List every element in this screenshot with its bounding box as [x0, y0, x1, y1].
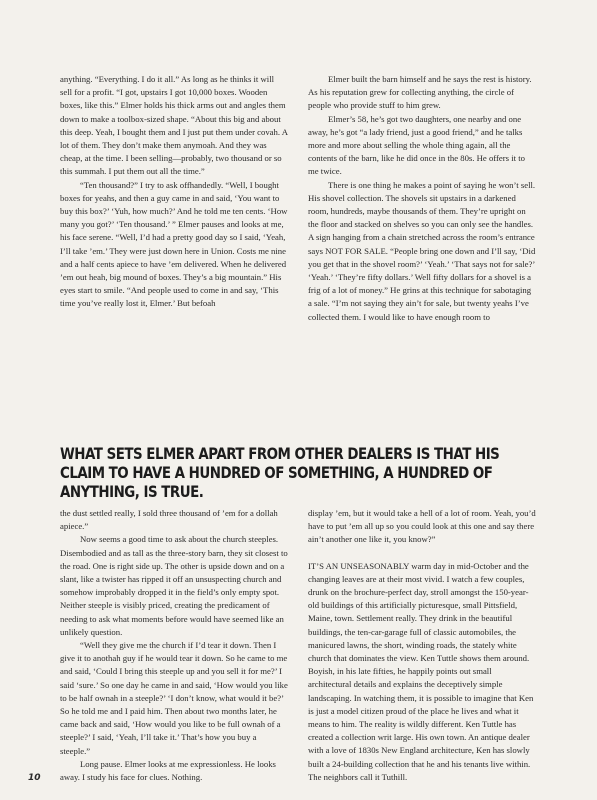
- paragraph: the dust settled really, I sold three thousand of ’em for a dollah apiece.”: [60, 508, 278, 532]
- column-right-top: [308, 73, 536, 324]
- paragraph: “Ten thousand?” I try to ask offhandedly. “Well, I bought boxes for yeahs, and then a guy came in and said, ‘You want to buy this box?’ ‘Yuh, how much?’ And he told me ten cents. ‘How many you got?’ ‘Ten thousand.’ ” Elmer pauses and looks at me, his face serene. “Well, I’d had a pretty good day so I said, ‘Yeah, I’ll take ’em.’ They were just down here in Union. Costs me nine and a half cents apiece to have ’em delivered. When he delivered ’em out heah, big mound of boxes. They’s a big mountain.” His eyes start to smile. “And people used to come in and say, ‘This time you’ve really lost it, Elmer.’ But befoah: [60, 179, 288, 309]
- paragraph: Now seems a good time to ask about the church steeples. Disembodied and as tall as the three-story barn, they sit closest to the road. One is right side up. The other is upside down and on a slant, like a twister has ripped it off an unsuspecting church and somehow improbably dropped it in the field’s only empty spot. Neither steeple is visibly priced, creating the predicament of needing to ask what moments before would have seemed like an unlikely question.: [60, 534, 288, 637]
- column-right-bottom: [308, 507, 536, 784]
- column-left-top: [60, 73, 288, 311]
- paragraph: Long pause. Elmer looks at me expressionless. He looks away. I study his face for clues. Nothing.: [60, 758, 276, 783]
- page-number: 10: [28, 773, 41, 783]
- column-left-bottom: [60, 507, 288, 784]
- paragraph: “Well they give me the church if I’d tear it down. Then I give it to anothah guy if he would tear it down. So he came to me and said, ‘Could I bring this steeple up and you sell it for me?’ I said ‘sure.’ So one day he came in and said, ‘How would you like to be half ownah in a steeple?’ ‘I don’t know, what would it be?’ So he told me and I paid him. Then about two months later, he came back and said, ‘How would you like to be full ownah of a steeple?’ I said, ‘Yeah, I’ll take it.’ That’s how you buy a steeple.”: [60, 640, 288, 756]
- paragraph: display ’em, but it would take a hell of a lot of room. Yeah, you’d have to put ’em all up so you could look at this one and say there ain’t another one like it, you know?”: [308, 508, 536, 545]
- paragraph: Elmer built the barn himself and he says the rest is history. As his reputation grew for collecting anything, the circle of people who provide stuff to him grew.: [308, 74, 532, 111]
- paragraph: Elmer’s 58, he’s got two daughters, one nearby and one away, he’s got “a lady friend, just a good friend,” and he talks more and more about selling the whole thing again, all the contents of the barn, like he did once in the 80s. He offers it to me twice.: [308, 113, 525, 177]
- paragraph: There is one thing he makes a point of saying he won’t sell. His shovel collection. The shovels sit upstairs in a darkened room, hundreds, maybe thousands of them. They’re upright on the floor and stacked on shelves so you can only see the handles. A sign hanging from a chain stretched across the room’s entrance says NOT FOR SALE. “People bring one down and I’ll say, ‘Did you get that in the shovel room?’ ‘Yeah.’ ‘That says not for sale?’ ‘Yeah.’ ‘They’re fifty dollars.’ Well fifty dollars for a shovel is a frig of a lot of money.” He grins at this technique for sabotaging a sale. “I’m not saying they ain’t for sale, but twenty yeahs I’ve collected them. I would like to have enough room to: [308, 179, 536, 322]
- section-start-paragraph: IT’S AN UNSEASONABLY warm day in mid-October and the changing leaves are at their most vivid. I watch a few couples, drunk on the brochure-perfect day, stroll amongst the 150-year-old buildings of this artificially picturesque, small Pittsfield, Maine, town. Settlement really. They drink in the beautiful buildings, the ten-car-garage full of classic automobiles, the manicured lawns, the short, winding roads, the stately white church that dominates the view. Ken Tuttle shows them around. Boyish, in his late fifties, he happily points out small architectural details and explains the deceptively simple landscaping. In watching them, it is possible to imagine that Ken is just a model citizen proud of the place he lives and what it means to him. The reality is wildly different. Ken Tuttle has created a collection writ large. His own town. An antique dealer with a love of 1830s New England architecture, Ken has slowly built a 24-building collection that he and his tenants live within. The neighbors call it Tuthill.: [308, 560, 534, 782]
- paragraph: anything. “Everything. I do it all.” As long as he thinks it will sell for a profit. “I got, upstairs I got 10,000 boxes. Wooden boxes, like this.” Elmer holds his thick arms out and angles them down to make a toolbox-sized shape. “About this big and about this deep. Yeah, I bought them and I just put them under covah. A lot of them. They don’t make them anymoah. And they was cheap, at the time. I been selling—probably, two thousand or so this summah. I put them out all the time.”: [60, 74, 288, 177]
- pull-quote: WHAT SETS ELMER APART FROM OTHER DEALERS IS THAT HIS CLAIM TO HAVE A HUNDRED OF SOMETHING, A HUNDRED OF ANYTHING, IS TRUE.: [60, 445, 500, 501]
